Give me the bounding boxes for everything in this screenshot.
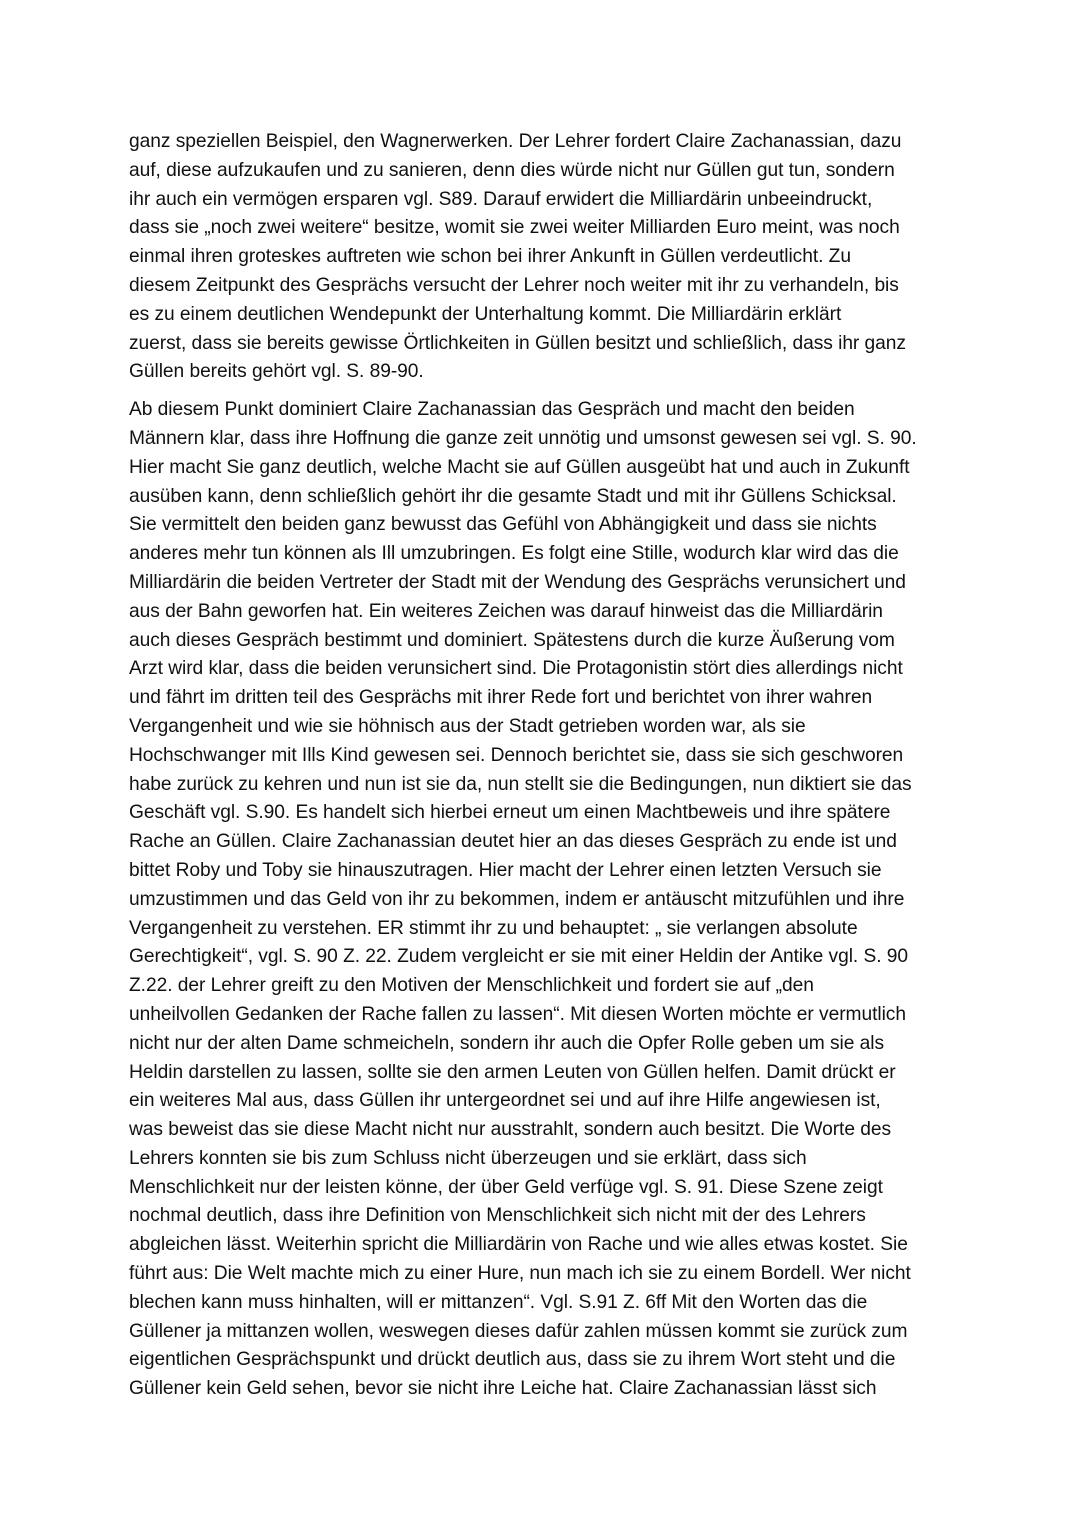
text-line: es zu einem deutlichen Wendepunkt der Unterhaltung kommt. Die Milliardärin erklärt	[129, 303, 842, 325]
paragraph	[129, 396, 959, 1404]
text-line: ganz speziellen Beispiel, den Wagnerwerken. Der Lehrer fordert Claire Zachanassian, dazu	[129, 131, 902, 152]
text-line: Heldin darstellen zu lassen, sollte sie den armen Leuten von Güllen helfen. Damit drückt er	[129, 1061, 896, 1083]
text-line: Lehrers konnten sie bis zum Schluss nicht überzeugen und sie erklärt, dass sich	[129, 1147, 807, 1169]
text-line: diesem Zeitpunkt des Gesprächs versucht der Lehrer noch weiter mit ihr zu verhandeln, bis	[129, 274, 899, 296]
text-line: anderes mehr tun können als Ill umzubringen. Es folgt eine Stille, wodurch klar wird das die	[129, 543, 899, 565]
text-line: und fährt im dritten teil des Gesprächs mit ihrer Rede fort und berichtet von ihrer wahren	[129, 687, 873, 709]
text-line: Vergangenheit und wie sie höhnisch aus der Stadt getrieben worden war, als sie	[129, 715, 806, 737]
text-line: zuerst, dass sie bereits gewisse Örtlichkeiten in Güllen besitzt und schließlich, dass ihr ganz	[129, 332, 906, 354]
text-line: Hier macht Sie ganz deutlich, welche Macht sie auf Güllen ausgeübt hat und auch in Zukunft	[129, 456, 910, 478]
text-line: umzustimmen und das Geld von ihr zu bekommen, indem er antäuscht mitzufühlen und ihre	[129, 888, 905, 910]
text-line: Vergangenheit zu verstehen. ER stimmt ihr zu und behauptet: „ sie verlangen absolute	[129, 917, 858, 939]
text-line: ausüben kann, denn schließlich gehört ihr die gesamte Stadt und mit ihr Güllens Schicksal.	[129, 485, 897, 507]
paragraph	[129, 128, 959, 387]
text-line: bittet Roby und Toby sie hinauszutragen. Hier macht der Lehrer einen letzten Versuch sie	[129, 859, 882, 881]
text-line: führt aus: Die Welt machte mich zu einer Hure, nun mach ich sie zu einem Bordell. Wer nicht	[129, 1263, 911, 1285]
text-line: auch dieses Gespräch bestimmt und dominiert. Spätestens durch die kurze Äußerung vom	[129, 629, 895, 651]
text-line: habe zurück zu kehren und nun ist sie da, nun stellt sie die Bedingungen, nun diktiert sie das	[129, 773, 912, 795]
text-line: Ab diesem Punkt dominiert Claire Zachanassian das Gespräch und macht den beiden	[129, 399, 855, 421]
text-line: ihr auch ein vermögen ersparen vgl. S89. Darauf erwidert die Milliardärin unbeeindruckt,	[129, 188, 873, 210]
text-line: Sie vermittelt den beiden ganz bewusst das Gefühl von Abhängigkeit und dass sie nichts	[129, 514, 877, 536]
text-line: was beweist das sie diese Macht nicht nur ausstrahlt, sondern auch besitzt. Die Worte des	[129, 1119, 892, 1141]
text-line: Männern klar, dass ihre Hoffnung die ganze zeit unnötig und umsonst gewesen sei vgl. S. 90.	[129, 427, 917, 449]
text-line: Milliardärin die beiden Vertreter der Stadt mit der Wendung des Gesprächs verunsichert und	[129, 571, 906, 593]
text-line: nicht nur der alten Dame schmeicheln, sondern ihr auch die Opfer Rolle geben um sie als	[129, 1032, 885, 1054]
text-line: Güllener kein Geld sehen, bevor sie nicht ihre Leiche hat. Claire Zachanassian lässt sich	[129, 1378, 877, 1400]
text-line: eigentlichen Gesprächspunkt und drückt deutlich aus, dass sie zu ihrem Wort steht und die	[129, 1349, 896, 1371]
text-line: ein weiteres Mal aus, dass Güllen ihr untergeordnet sei und auf ihre Hilfe angewiesen ist,	[129, 1090, 881, 1112]
text-line: blechen kann muss hinhalten, will er mittanzen“. Vgl. S.91 Z. 6ff Mit den Worten das die	[129, 1291, 868, 1313]
text-line: Hochschwanger mit Ills Kind gewesen sei. Dennoch berichtet sie, dass sie sich geschworen	[129, 744, 904, 766]
text-line: unheilvollen Gedanken der Rache fallen zu lassen“. Mit diesen Worten möchte er vermutlich	[129, 1003, 906, 1025]
document-body	[129, 128, 959, 1404]
text-line: Gerechtigkeit“, vgl. S. 90 Z. 22. Zudem vergleicht er sie mit einer Heldin der Antike vgl. S. 90	[129, 946, 909, 968]
text-line: Güllen bereits gehört vgl. S. 89-90.	[129, 361, 424, 383]
text-line: einmal ihren groteskes auftreten wie schon bei ihrer Ankunft in Güllen verdeutlicht. Zu	[129, 246, 851, 268]
text-line: Menschlichkeit nur der leisten könne, der über Geld verfüge vgl. S. 91. Diese Szene zeigt	[129, 1176, 883, 1198]
text-line: Rache an Güllen. Claire Zachanassian deutet hier an das dieses Gespräch zu ende ist und	[129, 831, 897, 853]
text-line: abgleichen lässt. Weiterhin spricht die Milliardärin von Rache und wie alles etwas kostet. Sie	[129, 1234, 908, 1256]
text-line: auf, diese aufzukaufen und zu sanieren, denn dies würde nicht nur Güllen gut tun, sondern	[129, 159, 895, 181]
text-line: dass sie „noch zwei weitere“ besitze, womit sie zwei weiter Milliarden Euro meint, was noch	[129, 217, 900, 239]
text-line: Geschäft vgl. S.90. Es handelt sich hierbei erneut um einen Machtbeweis und ihre spätere	[129, 802, 891, 824]
text-line: Güllener ja mittanzen wollen, weswegen dieses dafür zahlen müssen kommt sie zurück zum	[129, 1320, 908, 1342]
text-line: Z.22. der Lehrer greift zu den Motiven der Menschlichkeit und fordert sie auf „den	[129, 975, 814, 997]
text-line: aus der Bahn geworfen hat. Ein weiteres Zeichen was darauf hinweist das die Milliardärin	[129, 600, 883, 622]
text-line: Arzt wird klar, dass die beiden verunsichert sind. Die Protagonistin stört dies allerdings nicht	[129, 658, 903, 680]
text-line: nochmal deutlich, dass ihre Definition von Menschlichkeit sich nicht mit der des Lehrers	[129, 1205, 866, 1227]
